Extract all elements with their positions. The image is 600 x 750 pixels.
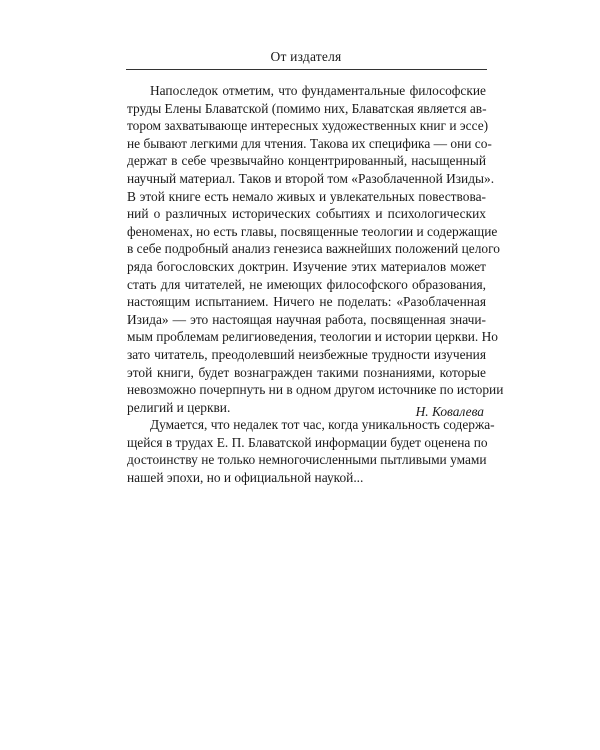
text-line: настоящим испытанием. Ничего не поделать: «Разоблаченная bbox=[127, 294, 486, 310]
text-line: держат в себе чрезвычайно концентрированный, насыщенный bbox=[127, 153, 486, 169]
text-line: в себе подробный анализ генезиса важнейших положений целого bbox=[127, 241, 500, 257]
text-line: зато читатель, преодолевший неизбежные трудности изучения bbox=[127, 346, 486, 362]
text-line: этой книги, будет вознагражден такими познаниями, которые bbox=[127, 364, 486, 380]
text-line: нашей эпохи, но и официальной наукой... bbox=[127, 470, 364, 486]
text-line: В этой книге есть немало живых и увлекательных повествова- bbox=[127, 188, 486, 204]
text-line: труды Елены Блаватской (помимо них, Блаватская является ав- bbox=[127, 100, 487, 116]
text-line: Напоследок отметим, что фундаментальные философские bbox=[150, 83, 486, 98]
text-line: невозможно почерпнуть ни в одном другом источнике по истории bbox=[127, 382, 504, 398]
author-signature: Н. Ковалева bbox=[415, 404, 484, 419]
text-line: достоинству не только немногочисленными пытливыми умами bbox=[127, 452, 487, 468]
body-text bbox=[127, 82, 504, 487]
text-line: научный материал. Таков и второй том «Разоблаченной Изиды». bbox=[127, 170, 495, 186]
running-header: От издателя bbox=[270, 49, 342, 64]
text-line: мым проблемам религиоведения, теологии и истории церкви. Но bbox=[127, 329, 498, 345]
text-line: феноменах, но есть главы, посвященные теологии и содержащие bbox=[127, 223, 498, 239]
header-rule bbox=[126, 69, 487, 70]
text-line: щейся в трудах Е. П. Блаватской информации будет оценена по bbox=[127, 434, 488, 450]
text-line: стать для читателей, не имеющих философского образования, bbox=[127, 276, 486, 292]
text-line: ний о различных исторических событиях и психологических bbox=[127, 206, 486, 222]
text-line: ряда богословских доктрин. Изучение этих материалов может bbox=[127, 258, 486, 274]
text-line: Думается, что недалек тот час, когда уникальность содержа- bbox=[150, 417, 495, 433]
text-line: не бывают легкими для чтения. Такова их специфика — они со- bbox=[127, 135, 492, 151]
text-line: тором захватывающе интересных художественных книг и эссе) bbox=[127, 118, 489, 134]
text-line: религий и церкви. bbox=[127, 399, 231, 415]
text-line: Изида» — это настоящая научная работа, посвященная значи- bbox=[127, 311, 486, 327]
